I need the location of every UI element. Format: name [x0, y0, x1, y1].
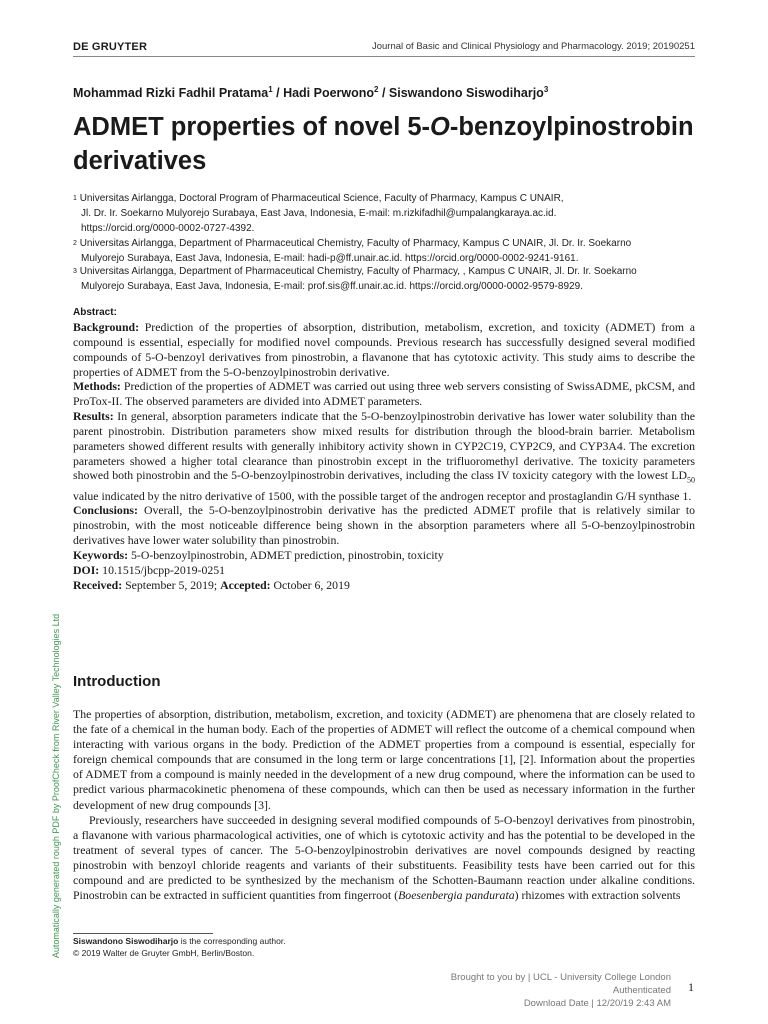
proofcheck-stamp: Automatically generated rough PDF by ProofCheck from River Valley Technologies Ltd: [51, 613, 61, 959]
affiliation-marker: 1: [268, 85, 273, 94]
author-name: Siswandono Siswodiharjo: [73, 936, 179, 946]
received-date: September 5, 2019;: [125, 577, 218, 592]
affiliation-text: Jl. Dr. Ir. Soekarno Mulyorejo Surabaya, East Java, Indonesia, E-mail: m.rizkifadhil@umpalangkaraya.ac.id.: [81, 208, 557, 220]
institution-text: Brought to you by | UCL - University College London: [450, 972, 671, 983]
author-name: Mohammad Rizki Fadhil Pratama: [73, 86, 269, 101]
abstract-text: Overall, the 5-O-benzoylpinostrobin derivative has the predicted ADMET profile that is relatively similar to pinostrobin, with the most noticeable difference being shown in the absorption parameters where all 5-O-benzoylpinostrobin derivatives have lower water solubility than pinostrobin.: [73, 503, 695, 548]
keywords: [73, 548, 695, 563]
affiliation-number: 2: [73, 240, 77, 247]
abstract-text: Prediction of the properties of absorption, distribution, metabolism, excretion, and toxicity (ADMET) from a compound is essential, especially for modified novel compounds. Previous research has successfully designed several modified compounds of 5-O-benzoyl derivatives from pinostrobin, a flavanone that has cytotoxic activity. This study aims to describe the properties of ADMET from the 5-O-benzoylpinostrobin derivative.: [73, 320, 695, 379]
abstract-text: In general, absorption parameters indicate that the 5-O-benzoylpinostrobin derivative has lower water solubility than the parent pinostrobin. Distribution parameters show mixed results for distribution through the blood-brain barrier. Metabolism parameters showed different results with generally inhibitory activity shown in CYP2C19, CYP2C9, and CYP3A4. The excretion parameters showed a higher total clearance than pinostrobin except in the trifluoromethyl derivative. The toxicity parameters showed both pinostrobin and the 5-O-benzoylpinostrobin derivatives, including the class IV toxicity category with the lowest LD: [73, 409, 695, 483]
section-label: Methods:: [73, 379, 121, 394]
header-divider: [73, 56, 695, 57]
dates: [73, 578, 695, 593]
abstract-text: Prediction of the properties of ADMET was carried out using three web servers consisting of SwissADME, pkCSM, and ProTox-II. The observed parameters are divided into ADMET parameters.: [73, 379, 695, 409]
page-number: 1: [688, 980, 694, 994]
affiliation-marker: 2: [374, 85, 379, 94]
section-label: Accepted:: [220, 577, 271, 592]
section-label: DOI:: [73, 562, 100, 577]
journal-citation: Journal of Basic and Clinical Physiology and Pharmacology. 2019; 20190251: [371, 41, 695, 52]
affiliation: [73, 236, 703, 266]
introduction-heading: Introduction: [73, 673, 161, 690]
publisher-name: DE GRUYTER: [73, 41, 148, 53]
title-italic: O: [430, 113, 450, 141]
abstract-conclusions: [73, 503, 695, 548]
footnote-divider: [73, 933, 213, 934]
affiliation-text: Universitas Airlangga, Department of Pharmaceutical Chemistry, Faculty of Pharmacy, Kampus C UNAIR, Jl. Dr. Ir. Soekarno: [79, 238, 632, 249]
affiliation-marker: 3: [543, 85, 549, 94]
affiliation-text: Mulyorejo Surabaya, East Java, Indonesia, E-mail: prof.sis@ff.unair.ac.id. https://orcid.org/0000-0002-9579-8929.: [81, 281, 583, 293]
author-separator: /: [378, 86, 389, 101]
corresponding-author-note: [73, 936, 286, 948]
affiliation-number: 3: [73, 268, 77, 275]
author-name: Siswandono Siswodiharjo: [388, 86, 544, 101]
footnote-text: is the corresponding author.: [178, 936, 286, 946]
accepted-date: October 6, 2019: [273, 577, 350, 592]
affiliation: [73, 264, 703, 294]
affiliation-number: 1: [73, 195, 77, 202]
abstract: [73, 306, 695, 593]
doi-link[interactable]: 10.1515/jbcpp-2019-0251: [102, 562, 226, 577]
section-label: Keywords:: [73, 548, 129, 563]
footnote: [73, 936, 286, 959]
author-separator: /: [272, 86, 284, 101]
abstract-text: value indicated by the nitro derivative of 1500, with the possible target of the androgen receptor and prostaglandin G/H synthase 1.: [73, 488, 692, 503]
paragraph-text: ) rhizomes with extraction solvents: [514, 888, 681, 903]
introduction-body: [73, 707, 695, 903]
species-name: Boesenbergia pandurata: [398, 888, 515, 903]
title-text: -benzoylpinostrobin derivatives: [73, 113, 694, 175]
title-text: ADMET properties of novel 5-: [73, 113, 431, 141]
section-label: Conclusions:: [73, 503, 138, 518]
abstract-heading: Abstract:: [73, 307, 117, 318]
author-name: Hadi Poerwono: [283, 86, 375, 101]
affiliation-text: Universitas Airlangga, Department of Pharmaceutical Chemistry, Faculty of Pharmacy, , Kampus C UNAIR, Jl. Dr. Ir. Soekarno: [79, 266, 637, 277]
section-label: Results:: [73, 409, 114, 424]
paragraph: The properties of absorption, distribution, metabolism, excretion, and toxicity (ADMET) are phenomena that are closely related to the fate of a chemical in the human body. Each of the properties of ADMET will reflect the outcome of a chemical compound when interacting with various organs in the body. Prediction of the ADMET properties from a compound is essential, especially for foreign chemical compounds that are consumed in the long term or large concentrations [1], [2]. Information about the properties of ADMET from a compound is mainly needed in the development of a new drug compound, where the information can be used to predict various pharmacokinetic phenomena of these compounds, which can then be used as necessary information in the further development of new drug compounds [3].: [73, 707, 695, 812]
paragraph: [73, 813, 695, 904]
paragraph-text: Previously, researchers have succeeded in designing several modified compounds of 5-O-benzoyl derivatives from pinostrobin, a flavanone with various pharmacological activities, one of which is cytotoxic activity and has the potential to be developed in the treatment of several types of cancer. The 5-O-benzoylpinostrobin derivatives are novel compounds designed by reacting pinostrobin with benzoyl chloride reagents and variants of their substituents. Feasibility tests have been carried out for this compound and are predicted to be synthesized by the mechanism of the Schotten-Baumann reaction under alkaline conditions. Pinostrobin can be extracted in sufficient quantities from fingerroot (: [73, 812, 695, 903]
orcid-link[interactable]: https://orcid.org/0000-0002-0727-4392.: [81, 223, 255, 235]
section-label: Received:: [73, 577, 123, 592]
download-info: [451, 971, 671, 1010]
subscript: 50: [687, 475, 695, 485]
author-list: [73, 85, 695, 100]
auth-status: Authenticated: [612, 985, 671, 996]
copyright-text: © 2019 Walter de Gruyter GmbH, Berlin/Boston.: [73, 947, 255, 958]
paper-title: [73, 110, 713, 178]
abstract-methods: [73, 379, 695, 409]
affiliation-text: Mulyorejo Surabaya, East Java, Indonesia, E-mail: hadi-p@ff.unair.ac.id. https://orcid.org/0000-0002-9241-9161.: [81, 253, 579, 265]
abstract-background: [73, 320, 695, 379]
doi: [73, 563, 695, 578]
affiliation-text: Universitas Airlangga, Doctoral Program of Pharmaceutical Science, Faculty of Pharmacy, Kampus C UNAIR,: [79, 193, 564, 204]
affiliation: [73, 191, 703, 237]
section-label: Background:: [73, 320, 139, 334]
abstract-results: [73, 409, 695, 503]
download-date: Download Date | 12/20/19 2:43 AM: [523, 998, 671, 1009]
keywords-text: 5-O-benzoylpinostrobin, ADMET prediction, pinostrobin, toxicity: [131, 548, 444, 563]
